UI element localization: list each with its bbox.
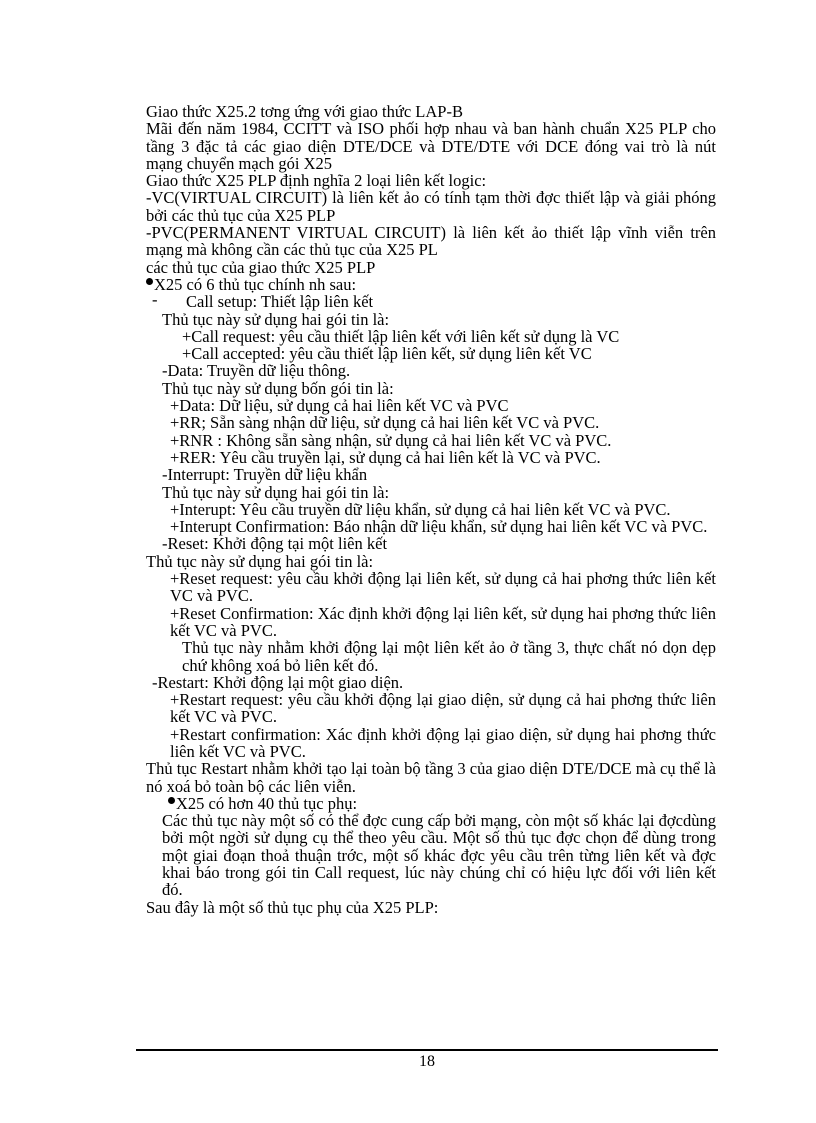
paragraph: các thủ tục của giao thức X25 PLP — [146, 257, 376, 277]
paragraph: +RER: Yêu cầu truyền lại, sử dụng cả hai liên kết là VC và PVC. — [170, 447, 601, 467]
paragraph: +Interupt: Yêu cầu truyền dữ liệu khẩn, sử dụng cả hai liên kết VC và PVC. — [170, 499, 671, 519]
paragraph: +Data: Dữ liệu, sử dụng cả hai liên kết VC và PVC — [170, 396, 509, 416]
paragraph: Giao thức X25.2 tơng ứng với giao thức LAP-B — [146, 102, 463, 121]
paragraph: +Restart request: yêu cầu khởi động lại giao diện, sử dụng cả hai phơng thức liên kết VC và PVC. — [170, 690, 716, 727]
paragraph: Thủ tục này nhằm khởi động lại một liên kết ảo ở tầng 3, thực chất nó dọn dẹp chứ không xoá bỏ liên kết đó. — [182, 638, 716, 675]
paragraph: Thủ tục này sử dụng bốn gói tin là: — [162, 378, 394, 398]
paragraph: -Restart: Khởi động lại một giao diện. — [152, 672, 404, 692]
dash-marker: - — [152, 290, 158, 310]
bullet-text: X25 có hơn 40 thủ tục phụ: — [176, 793, 358, 813]
bullet-dot-icon — [168, 797, 175, 804]
dash-item — [146, 290, 716, 312]
paragraph: +RR; Sẵn sàng nhận dữ liệu, sử dụng cả hai liên kết VC và PVC. — [170, 413, 600, 433]
dash-text: Call setup: Thiết lập liên kết — [186, 292, 374, 312]
footer-rule — [136, 1049, 718, 1051]
bullet-item — [146, 276, 716, 293]
paragraph: Mãi đến năm 1984, CCITT và ISO phối hợp nhau và ban hành chuẩn X25 PLP cho tầng 3 đặc tả các giao diện DTE/DCE và DTE/DTE với DCE đóng vai trò là nút mạng chuyển mạch gói X25 — [146, 119, 716, 173]
paragraph: +Restart confirmation: Xác định khởi động lại giao diện, sử dụng hai phơng thức liên kết VC và PVC. — [170, 724, 716, 761]
paragraph: Thủ tục này sử dụng hai gói tin là: — [146, 551, 374, 571]
paragraph: +RNR : Không sẵn sàng nhận, sử dụng cả hai liên kết VC và PVC. — [170, 430, 612, 450]
bullet-item — [168, 795, 716, 812]
paragraph: +Interupt Confirmation: Báo nhận dữ liệu khẩn, sử dụng hai liên kết VC và PVC. — [170, 517, 708, 537]
paragraph: Thủ tục này sử dụng hai gói tin là: — [162, 482, 390, 502]
paragraph: Giao thức X25 PLP định nghĩa 2 loại liên kết logic: — [146, 171, 487, 191]
paragraph: -VC(VIRTUAL CIRCUIT) là liên kết ảo có tính tạm thời đợc thiết lập và giải phóng bởi các thủ tục của X25 PLP — [146, 188, 716, 225]
paragraph: +Reset Confirmation: Xác định khởi động lại liên kết, sử dụng hai phơng thức liên kết VC và PVC. — [170, 603, 716, 640]
paragraph: Sau đây là một số thủ tục phụ của X25 PLP: — [146, 897, 439, 917]
bullet-dot-icon — [146, 278, 153, 285]
paragraph: -Reset: Khởi động tại một liên kết — [162, 534, 388, 554]
bullet-text: X25 có 6 thủ tục chính nh sau: — [154, 274, 357, 294]
paragraph: -Data: Truyền dữ liệu thông. — [162, 361, 351, 381]
page-number: 18 — [419, 1053, 435, 1070]
paragraph: +Call accepted: yêu cầu thiết lập liên kết, sử dụng liên kết VC — [182, 344, 592, 364]
paragraph: -PVC(PERMANENT VIRTUAL CIRCUIT) là liên kết ảo thiết lập vĩnh viễn trên mạng mà không cần các thủ tục của X25 PL — [146, 223, 716, 260]
paragraph: Thủ tục Restart nhằm khởi tạo lại toàn bộ tầng 3 của giao diện DTE/DCE mà cụ thể là nó xoá bỏ toàn bộ các liên viễn. — [146, 759, 716, 796]
paragraph: +Reset request: yêu cầu khởi động lại liên kết, sử dụng cả hai phơng thức liên kết VC và PVC. — [170, 569, 716, 606]
paragraph: Các thủ tục này một số có thể đợc cung cấp bởi mạng, còn một số khác lại đợcdùng bởi một ngời sử dụng cụ thể theo yêu cầu. Một số thủ tục đợc chọn để dùng trong một giai đoạn thoả thuận trớc, một số khác đợc yêu cầu trên từng liên kết và đợc khai báo trong gói tin Call request, lúc này chúng chỉ có hiệu lực đối với liên kết đó. — [162, 811, 716, 900]
paragraph: -Interrupt: Truyền dữ liệu khẩn — [162, 465, 368, 485]
page-body — [146, 103, 716, 916]
paragraph: +Call request: yêu cầu thiết lập liên kết với liên kết sử dụng là VC — [182, 326, 620, 346]
paragraph: Thủ tục này sử dụng hai gói tin là: — [162, 309, 390, 329]
